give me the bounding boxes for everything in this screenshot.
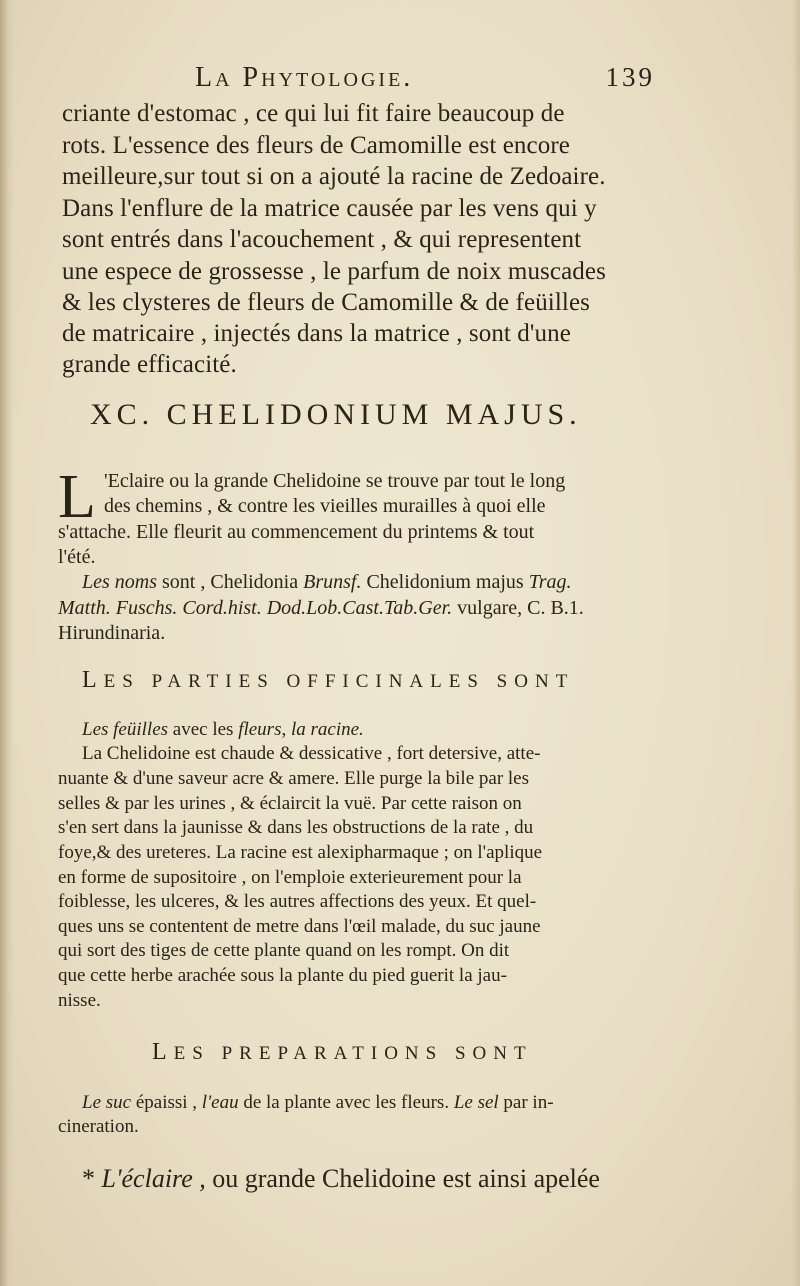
text-line: nuante & d'une saveur acre & amere. Elle purge la bile par les — [58, 768, 530, 789]
running-header — [195, 62, 665, 102]
text-line: ques uns se contentent de metre dans l'œil malade, du suc jaune — [58, 916, 541, 937]
item-text: épaissi , — [131, 1092, 202, 1113]
page-binding-shadow — [0, 0, 14, 1286]
text-line: & les clysteres de fleurs de Camomille & de feüilles — [62, 289, 590, 316]
names-text: vulgare, C. B.1. — [452, 597, 584, 619]
names-text: sont , Chelidonia — [157, 571, 304, 593]
text-line: selles & par les urines , & éclaircit la vuë. Par cette raison on — [58, 793, 522, 814]
names-line — [82, 571, 572, 594]
text-line: criante d'estomac , ce qui lui fit faire beaucoup de — [62, 100, 565, 127]
item-label: fleurs — [238, 719, 282, 740]
preparations-line — [82, 1092, 554, 1114]
text-line: une espece de grossesse , le parfum de noix muscades — [62, 258, 606, 285]
text-line: foiblesse, les ulceres, & les autres affections des yeux. Et quel- — [58, 891, 537, 912]
text-line: s'attache. Elle fleurit au commencement du printems & tout — [58, 521, 535, 543]
text-line: Dans l'enflure de la matrice causée par les vens qui y — [62, 195, 597, 222]
subheading-text: ES PARTIES OFFICINALES SONT — [103, 671, 575, 692]
text-line: l'été. — [58, 546, 96, 568]
footnote — [82, 1164, 600, 1194]
text-line: rots. L'essence des fleurs de Camomille est encore — [62, 132, 570, 159]
officinal-items — [82, 719, 364, 741]
text-line: cineration. — [58, 1116, 139, 1137]
text-line: Hirundinaria. — [58, 622, 166, 644]
names-text: Chelidonium majus — [361, 571, 529, 593]
subheading-preparations — [152, 1039, 533, 1066]
subheading-officinal — [82, 667, 574, 694]
footnote-text: ou grande Chelidoine est ainsi apelée — [205, 1164, 600, 1193]
text-line: des chemins , & contre les vieilles murailles à quoi elle — [104, 495, 546, 517]
page-edge-shadow — [792, 0, 800, 1286]
names-line — [58, 597, 584, 620]
subheading-text: ES PREPARATIONS SONT — [173, 1043, 533, 1064]
text-line: 'Eclaire ou la grande Chelidoine se trouve par tout le long — [104, 470, 566, 492]
text-line: de matricaire , injectés dans la matrice , sont d'une — [62, 320, 571, 347]
author-abbrevs: Matth. Fuschs. Cord.hist. Dod.Lob.Cast.Tab.Ger. — [58, 597, 453, 619]
item-text: avec les — [168, 719, 239, 740]
author-abbrev: Brunsf. — [303, 571, 362, 593]
text-line: s'en sert dans la jaunisse & dans les obstructions de la rate , du — [58, 817, 534, 838]
page-number: 139 — [605, 62, 655, 92]
names-label: Les noms — [82, 571, 158, 593]
text-line: La Chelidoine est chaude & dessicative , fort detersive, atte- — [82, 743, 541, 764]
text-line: que cette herbe arachée sous la plante du pied guerit la jau- — [58, 965, 507, 986]
text-line: foye,& des ureteres. La racine est alexipharmaque ; on l'aplique — [58, 842, 543, 863]
footnote-italic: L'éclaire , — [101, 1164, 206, 1193]
text-line: qui sort des tiges de cette plante quand on les rompt. On dit — [58, 940, 510, 961]
item-label: la racine. — [290, 719, 364, 740]
text-line: en forme de supositoire , on l'emploie exterieurement pour la — [58, 867, 522, 888]
item-label: Le suc — [82, 1092, 132, 1113]
item-text: , — [281, 719, 291, 740]
item-label: Les feüilles — [82, 719, 169, 740]
text-line: sont entrés dans l'acouchement , & qui representent — [62, 226, 582, 253]
drop-cap: L — [58, 463, 96, 531]
subheading-cap: L — [152, 1039, 174, 1065]
author-abbrev: Trag. — [528, 571, 572, 593]
item-text: par in- — [498, 1092, 554, 1113]
footnote-star: * — [82, 1164, 95, 1193]
subheading-cap: L — [82, 667, 104, 693]
text-line: nisse. — [58, 990, 101, 1011]
item-label: l'eau — [201, 1092, 239, 1113]
text-line: meilleure,sur tout si on a ajouté la racine de Zedoaire. — [62, 163, 606, 190]
section-title: XC. CHELIDONIUM MAJUS. — [90, 398, 582, 431]
running-title: La Phytologie. — [195, 62, 414, 93]
item-label: Le sel — [453, 1092, 499, 1113]
text-line: grande efficacité. — [62, 351, 237, 378]
item-text: de la plante avec les fleurs. — [238, 1092, 454, 1113]
